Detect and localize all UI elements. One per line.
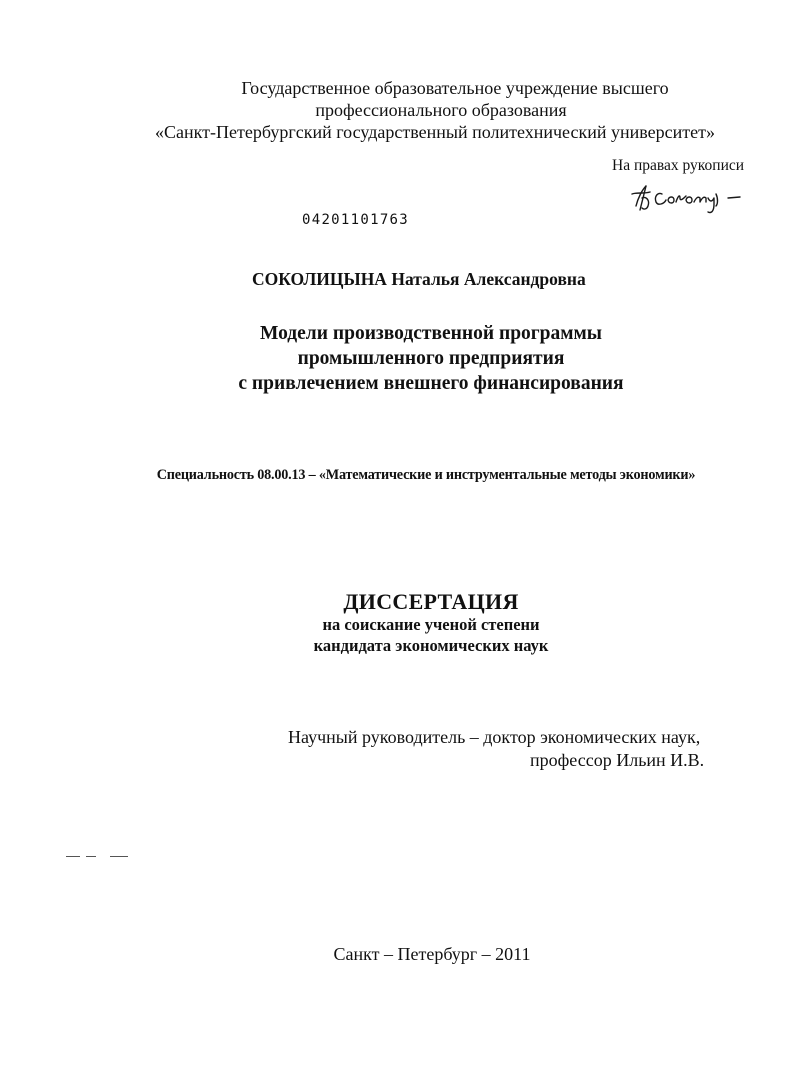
manuscript-note: На правах рукописи [612, 157, 745, 174]
institution-line-2: профессионального образования [315, 100, 567, 120]
supervisor-line-1: Научный руководитель – доктор экономических наук, [288, 727, 701, 747]
specialty: Специальность 08.00.13 – «Математические и инструментальные методы экономики» [156, 467, 696, 483]
signature-image [628, 180, 748, 216]
document-type: ДИССЕРТАЦИЯ [343, 589, 519, 614]
author-given-names: Наталья Александровна [391, 269, 586, 289]
footer-city-year: Санкт – Петербург – 2011 [333, 944, 531, 964]
degree-line-1: на соискание ученой степени [322, 615, 540, 634]
author-name [252, 269, 586, 290]
author-surname: СОКОЛИЦЫНА [252, 269, 387, 289]
scan-marks [0, 855, 140, 859]
thesis-title-line-2: промышленного предприятия [297, 348, 565, 369]
institution-line-1: Государственное образовательное учреждение высшего [241, 78, 669, 98]
degree-line-2: кандидата экономических наук [313, 636, 549, 655]
supervisor-line-2: профессор Ильин И.В. [530, 750, 705, 770]
thesis-title-line-1: Модели производственной программы [259, 323, 603, 344]
institution-line-3: «Санкт-Петербургский государственный политехнический университет» [155, 122, 715, 142]
thesis-title-line-3: с привлечением внешнего финансирования [238, 373, 624, 394]
catalog-number: 04201101763 [302, 212, 410, 228]
